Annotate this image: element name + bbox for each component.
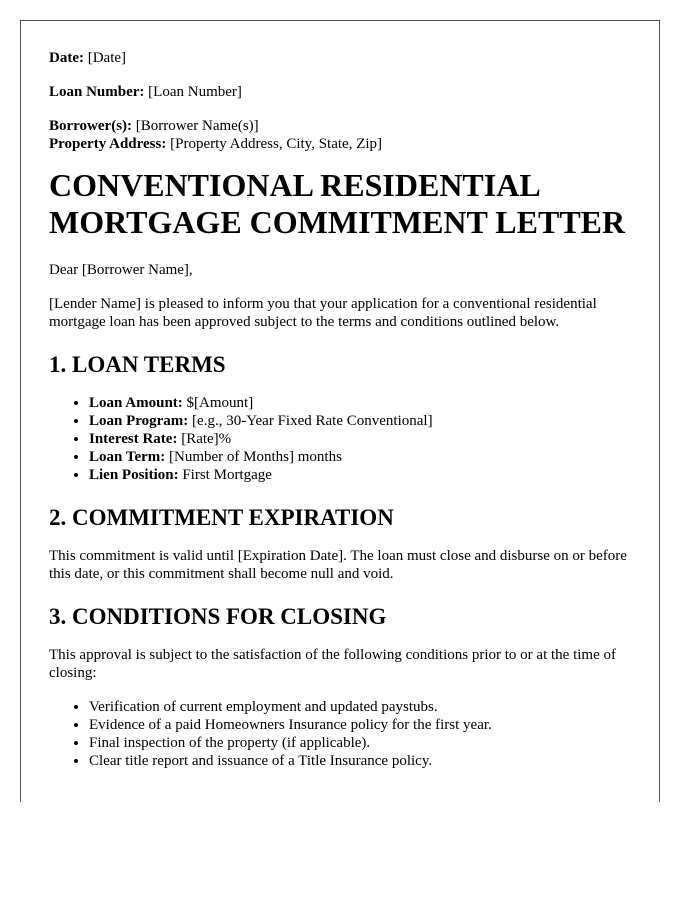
- commitment-expiration-heading: 2. COMMITMENT EXPIRATION: [49, 505, 394, 530]
- list-item: • Verification of current employment and updated paystubs.: [89, 698, 631, 716]
- conditions-paragraph: This approval is subject to the satisfaction of the following conditions prior to or at the time of closing:: [49, 647, 616, 681]
- loan-number-line: [49, 83, 631, 101]
- intro-paragraph: [Lender Name] is pleased to inform you that your application for a conventional residential mortgage loan has been approved subject to the terms and conditions outlined below.: [49, 296, 597, 330]
- lien-position-label: Lien Position:: [89, 467, 179, 483]
- loan-term-label: Loan Term:: [89, 449, 166, 465]
- lien-position-value: First Mortgage: [178, 467, 272, 483]
- list-item: [89, 394, 631, 412]
- date-label: Date:: [49, 50, 84, 66]
- loan-number-value: [Loan Number]: [144, 84, 242, 100]
- loan-amount-value: $[Amount]: [182, 395, 254, 411]
- conditions-heading: 3. CONDITIONS FOR CLOSING: [49, 604, 387, 629]
- list-item: [89, 448, 631, 466]
- loan-program-label: Loan Program:: [89, 413, 189, 429]
- interest-rate-label: Interest Rate:: [89, 431, 178, 447]
- borrowers-value: [Borrower Name(s)]: [132, 118, 259, 134]
- list-item: [89, 412, 631, 430]
- loan-amount-label: Loan Amount:: [89, 395, 183, 411]
- letter-title: CONVENTIONAL RESIDENTIAL MORTGAGE COMMITMENT LETTER: [49, 167, 626, 240]
- interest-rate-value: [Rate]%: [177, 431, 232, 447]
- list-item: • Clear title report and issuance of a Title Insurance policy.: [89, 752, 631, 770]
- borrowers-line: [49, 117, 631, 135]
- loan-program-value: [e.g., 30-Year Fixed Rate Conventional]: [188, 413, 433, 429]
- loan-number-label: Loan Number:: [49, 84, 145, 100]
- property-address-label: Property Address:: [49, 136, 167, 152]
- list-item: • Evidence of a paid Homeowners Insurance policy for the first year.: [89, 716, 631, 734]
- property-address-line: [49, 135, 631, 153]
- date-line: [49, 49, 631, 67]
- list-item: [89, 466, 631, 484]
- property-address-value: [Property Address, City, State, Zip]: [166, 136, 383, 152]
- list-item: [89, 430, 631, 448]
- expiration-paragraph: This commitment is valid until [Expiration Date]. The loan must close and disburse on or before this date, or this commitment shall become null and void.: [49, 548, 627, 582]
- letter-page: [20, 20, 660, 802]
- loan-term-value: [Number of Months] months: [165, 449, 342, 465]
- loan-terms-list: [49, 394, 631, 484]
- salutation: Dear [Borrower Name],: [49, 262, 193, 278]
- date-value: [Date]: [83, 50, 127, 66]
- borrowers-label: Borrower(s):: [49, 118, 133, 134]
- conditions-list: [49, 698, 631, 770]
- list-item: • Final inspection of the property (if applicable).: [89, 734, 631, 752]
- loan-terms-heading: 1. LOAN TERMS: [49, 352, 226, 377]
